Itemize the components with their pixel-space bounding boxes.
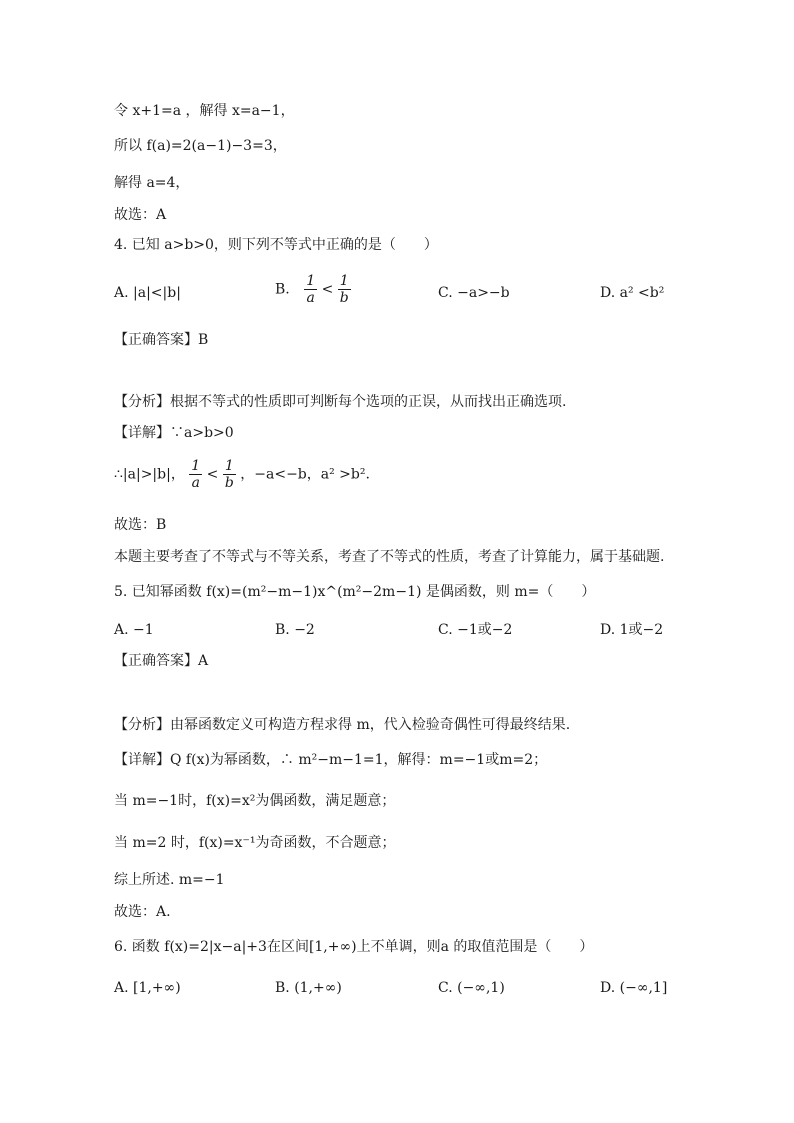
fraction-denominator: b: [339, 290, 349, 306]
solution-line-substitution: 令 x+1=a ，解得 x=a−1，: [114, 103, 295, 119]
solution-choice: 故选：A: [114, 207, 167, 223]
q4-option-b-fraction-1: [304, 273, 317, 306]
q4-conclusion: [114, 458, 370, 491]
q4-conclusion-fraction-1: [189, 458, 202, 491]
fraction-numerator: 1: [338, 273, 351, 290]
q4-option-b: [275, 273, 351, 306]
q5-summary: 综上所述. m=−1: [114, 872, 225, 888]
fraction-denominator: b: [224, 475, 234, 491]
q5-choice: 故选：A.: [114, 904, 171, 920]
q4-choice: 故选：B: [114, 517, 167, 533]
q4-correct-answer: 【正确答案】B: [114, 332, 209, 348]
question-5-stem: 5. 已知幂函数 f(x)=(m²−m−1)x^(m²−2m−1) 是偶函数，则 m=（ ）: [114, 584, 596, 600]
q6-option-d: D. (−∞,1]: [600, 980, 668, 996]
fraction-denominator: a: [306, 290, 315, 306]
q4-option-a: A. |a|<|b|: [114, 285, 181, 301]
question-4-stem: 4. 已知 a>b>0，则下列不等式中正确的是（ ）: [114, 237, 438, 253]
q4-conclusion-start: ∴|a|>|b|，: [114, 466, 185, 483]
q4-option-b-fraction-2: [338, 273, 351, 306]
q6-option-a: A. [1,+∞): [114, 980, 181, 996]
question-6-stem: 6. 函数 f(x)=2|x−a|+3在区间[1,+∞)上不单调，则a 的取值范围是（ ）: [114, 939, 594, 955]
less-than-sign: <: [206, 466, 219, 483]
q5-option-a: A. −1: [114, 622, 154, 638]
q4-analysis: 【分析】根据不等式的性质即可判断每个选项的正误，从而找出正确选项.: [114, 394, 567, 410]
solution-line-compute-f: 所以 f(a)=2(a−1)−3=3，: [114, 138, 287, 154]
q4-option-d: D. a² <b²: [600, 285, 665, 301]
q5-option-b: B. −2: [275, 622, 315, 638]
fraction-numerator: 1: [306, 273, 316, 289]
fraction-numerator: 1: [223, 458, 236, 475]
fraction-denominator: a: [191, 475, 200, 491]
q5-option-c: C. −1或−2: [438, 622, 513, 638]
q4-conclusion-end: ，−a<−b，a² >b².: [240, 466, 370, 483]
q4-option-b-label: B.: [275, 281, 290, 298]
q4-option-c: C. −a>−b: [438, 285, 510, 301]
q5-analysis: 【分析】由幂函数定义可构造方程求得 m，代入检验奇偶性可得最终结果.: [114, 717, 571, 733]
q6-option-c: C. (−∞,1): [438, 980, 505, 996]
fraction-numerator: 1: [191, 458, 201, 474]
q5-option-d: D. 1或−2: [600, 622, 664, 638]
less-than-sign: <: [321, 281, 334, 298]
q6-option-b: B. (1,+∞): [275, 980, 342, 996]
q4-summary: 本题主要考查了不等式与不等关系，考查了不等式的性质，考查了计算能力，属于基础题.: [114, 549, 665, 565]
q5-detail: 【详解】Q f(x)为幂函数，∴ m²−m−1=1，解得：m=−1或m=2；: [114, 752, 548, 768]
q5-case-2: 当 m=2 时，f(x)=x⁻¹为奇函数，不合题意；: [114, 835, 396, 851]
q4-detail: 【详解】∵a>b>0: [114, 425, 234, 441]
q5-case-1: 当 m=−1时，f(x)=x²为偶函数，满足题意；: [114, 793, 396, 809]
q5-correct-answer: 【正确答案】A: [114, 653, 209, 669]
solution-line-solve-a: 解得 a=4，: [114, 175, 190, 191]
q4-conclusion-fraction-2: [223, 458, 236, 491]
